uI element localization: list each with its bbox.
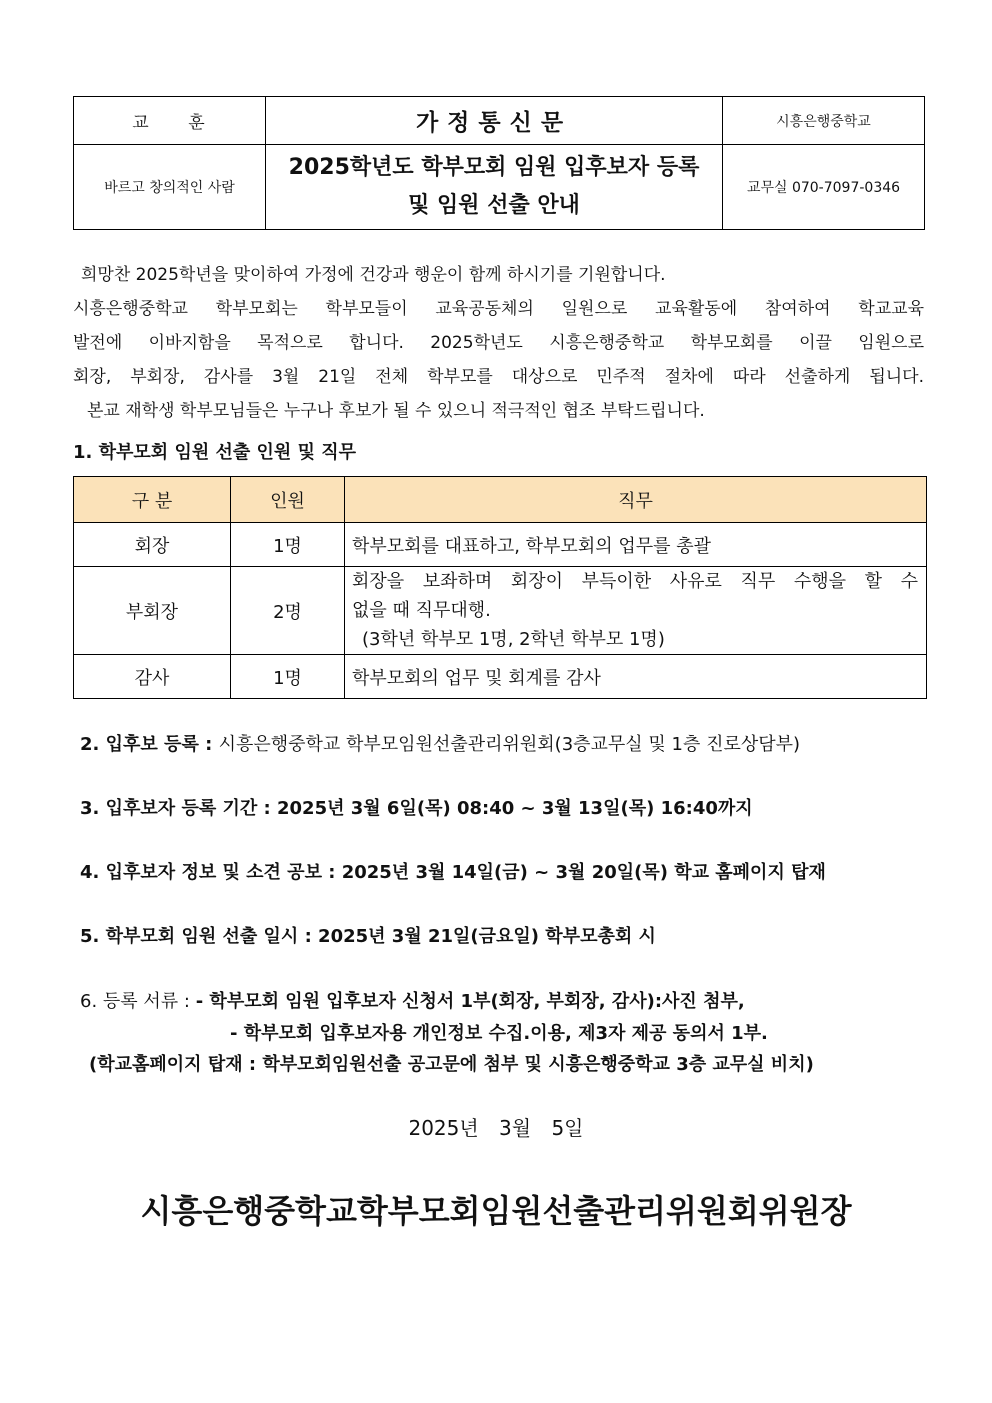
count-cell: 1명 xyxy=(231,655,345,699)
item-6-label: 6. 등록 서류 : xyxy=(80,991,196,1012)
signature: 시흥은행중학교학부모회임원선출관리위원회위원장 xyxy=(140,1192,852,1230)
motto-label xyxy=(74,97,266,145)
table-row xyxy=(74,567,927,655)
item-6 xyxy=(80,987,745,1013)
item-6-doc-b: - 학부모회 입후보자용 개인정보 수집.이용, 제3자 제공 동의서 1부. xyxy=(230,1023,768,1044)
section-1-title: 1. 학부모회 임원 선출 인원 및 직무 xyxy=(73,442,357,463)
role-cell: 부회장 xyxy=(74,567,231,655)
document-title xyxy=(266,145,723,230)
motto-label-1: 교 xyxy=(132,113,151,133)
duty-line-2: 없을 때 직무대행. xyxy=(352,600,491,621)
col-header-duty: 직무 xyxy=(345,477,927,523)
duty-cell xyxy=(345,567,927,655)
item-4: 4. 입후보자 정보 및 소견 공보 : 2025년 3월 14일(금) ~ 3월 20일(목) 학교 홈페이지 탑재 xyxy=(80,862,826,883)
intro-p2c: 회장, 부회장, 감사를 3월 21일 전체 학부모를 대상으로 민주적 절차에 따라 선출하게 됩니다. xyxy=(73,367,924,387)
duty-cell: 학부모회의 업무 및 회계를 감사 xyxy=(345,655,927,699)
item-2 xyxy=(80,730,800,756)
item-3: 3. 입후보자 등록 기간 : 2025년 3월 6일(목) 08:40 ~ 3월 13일(목) 16:40까지 xyxy=(80,798,753,819)
role-cell: 감사 xyxy=(74,655,231,699)
intro-p2b: 발전에 이바지함을 목적으로 합니다. 2025학년도 시흥은행중학교 학부모회를 이끌 임원으로 xyxy=(73,333,924,353)
item-2-value: 시흥은행중학교 학부모임원선출관리위원회(3층교무실 및 1층 진로상담부) xyxy=(218,734,801,755)
intro-text xyxy=(73,258,924,428)
intro-p3: 본교 재학생 학부모님들은 누구나 후보가 될 수 있으니 적극적인 협조 부탁드립니다. xyxy=(87,401,705,421)
count-cell: 2명 xyxy=(231,567,345,655)
contact-phone: 교무실 070-7097-0346 xyxy=(723,145,925,230)
count-cell: 1명 xyxy=(231,523,345,567)
table-row xyxy=(74,655,927,699)
officers-table xyxy=(73,476,927,699)
table-row xyxy=(74,523,927,567)
col-header-role: 구 분 xyxy=(74,477,231,523)
duty-line-1: 회장을 보좌하며 회장이 부득이한 사유로 직무 수행을 할 수 xyxy=(352,571,918,592)
motto-label-2: 훈 xyxy=(188,113,207,133)
school-name: 시흥은행중학교 xyxy=(723,97,925,145)
item-6-doc-a: - 학부모회 임원 입후보자 신청서 1부(회장, 부회장, 감사):사진 첨부, xyxy=(195,991,745,1012)
intro-p2a: 시흥은행중학교 학부모회는 학부모들이 교육공동체의 일원으로 교육활동에 참여하여 학교교육 xyxy=(73,299,924,319)
issue-date: 2025년 3월 5일 xyxy=(408,1116,584,1140)
item-2-label: 2. 입후보 등록 : xyxy=(80,734,219,755)
duty-line-3: (3학년 학부모 1명, 2학년 학부모 1명) xyxy=(362,629,665,650)
doc-type: 가정통신문 xyxy=(266,97,723,145)
item-5: 5. 학부모회 임원 선출 일시 : 2025년 3월 21일(금요일) 학부모총회 시 xyxy=(80,926,656,947)
item-6-note: (학교홈페이지 탑재 : 학부모회임원선출 공고문에 첨부 및 시흥은행중학교 3층 교무실 비치) xyxy=(89,1054,814,1075)
title-line-2: 및 임원 선출 안내 xyxy=(408,193,580,218)
role-cell: 회장 xyxy=(74,523,231,567)
school-motto: 바르고 창의적인 사람 xyxy=(74,145,266,230)
col-header-count: 인원 xyxy=(231,477,345,523)
header-table xyxy=(73,96,925,230)
title-line-1: 2025학년도 학부모회 임원 입후보자 등록 xyxy=(288,155,700,180)
duty-cell: 학부모회를 대표하고, 학부모회의 업무를 총괄 xyxy=(345,523,927,567)
intro-p1: 희망찬 2025학년을 맞이하여 가정에 건강과 행운이 함께 하시기를 기원합니다. xyxy=(81,265,666,285)
